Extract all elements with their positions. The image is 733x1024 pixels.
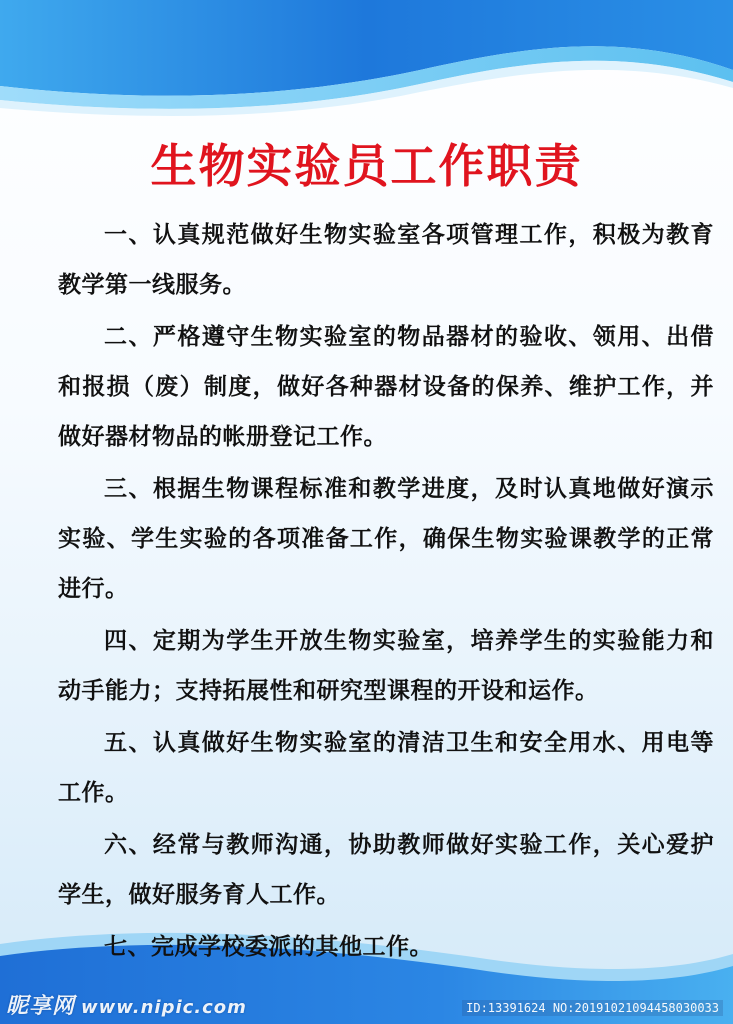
duty-paragraph-1: 一、认真规范做好生物实验室各项管理工作，积极为教育教学第一线服务。 bbox=[58, 222, 714, 298]
duty-paragraph-2: 二、严格遵守生物实验室的物品器材的验收、领用、出借和报损（废）制度，做好各种器材设备的保养、维护工作，并做好器材物品的帐册登记工作。 bbox=[58, 324, 714, 450]
duty-paragraph-6: 六、经常与教师沟通，协助教师做好实验工作，关心爱护学生，做好服务育人工作。 bbox=[58, 832, 714, 908]
page-title: 生物实验员工作职责 bbox=[150, 139, 583, 193]
watermark-url: www.nipic.com bbox=[81, 997, 247, 1018]
duty-paragraph-4: 四、定期为学生开放生物实验室，培养学生的实验能力和动手能力；支持拓展性和研究型课程的开设和运作。 bbox=[58, 628, 714, 704]
top-wave-decoration bbox=[0, 0, 733, 130]
watermark-logo-text: 昵享网 bbox=[6, 994, 76, 1019]
watermark-logo bbox=[6, 989, 247, 1020]
duties-list bbox=[58, 210, 714, 972]
duty-paragraph-3: 三、根据生物课程标准和教学进度，及时认真地做好演示实验、学生实验的各项准备工作，确保生物实验课教学的正常进行。 bbox=[58, 476, 714, 602]
watermark-id: ID:13391624 NO:20191021094458030033 bbox=[462, 1000, 723, 1016]
duty-paragraph-5: 五、认真做好生物实验室的清洁卫生和安全用水、用电等工作。 bbox=[58, 730, 714, 806]
duty-paragraph-7: 七、完成学校委派的其他工作。 bbox=[104, 934, 433, 960]
